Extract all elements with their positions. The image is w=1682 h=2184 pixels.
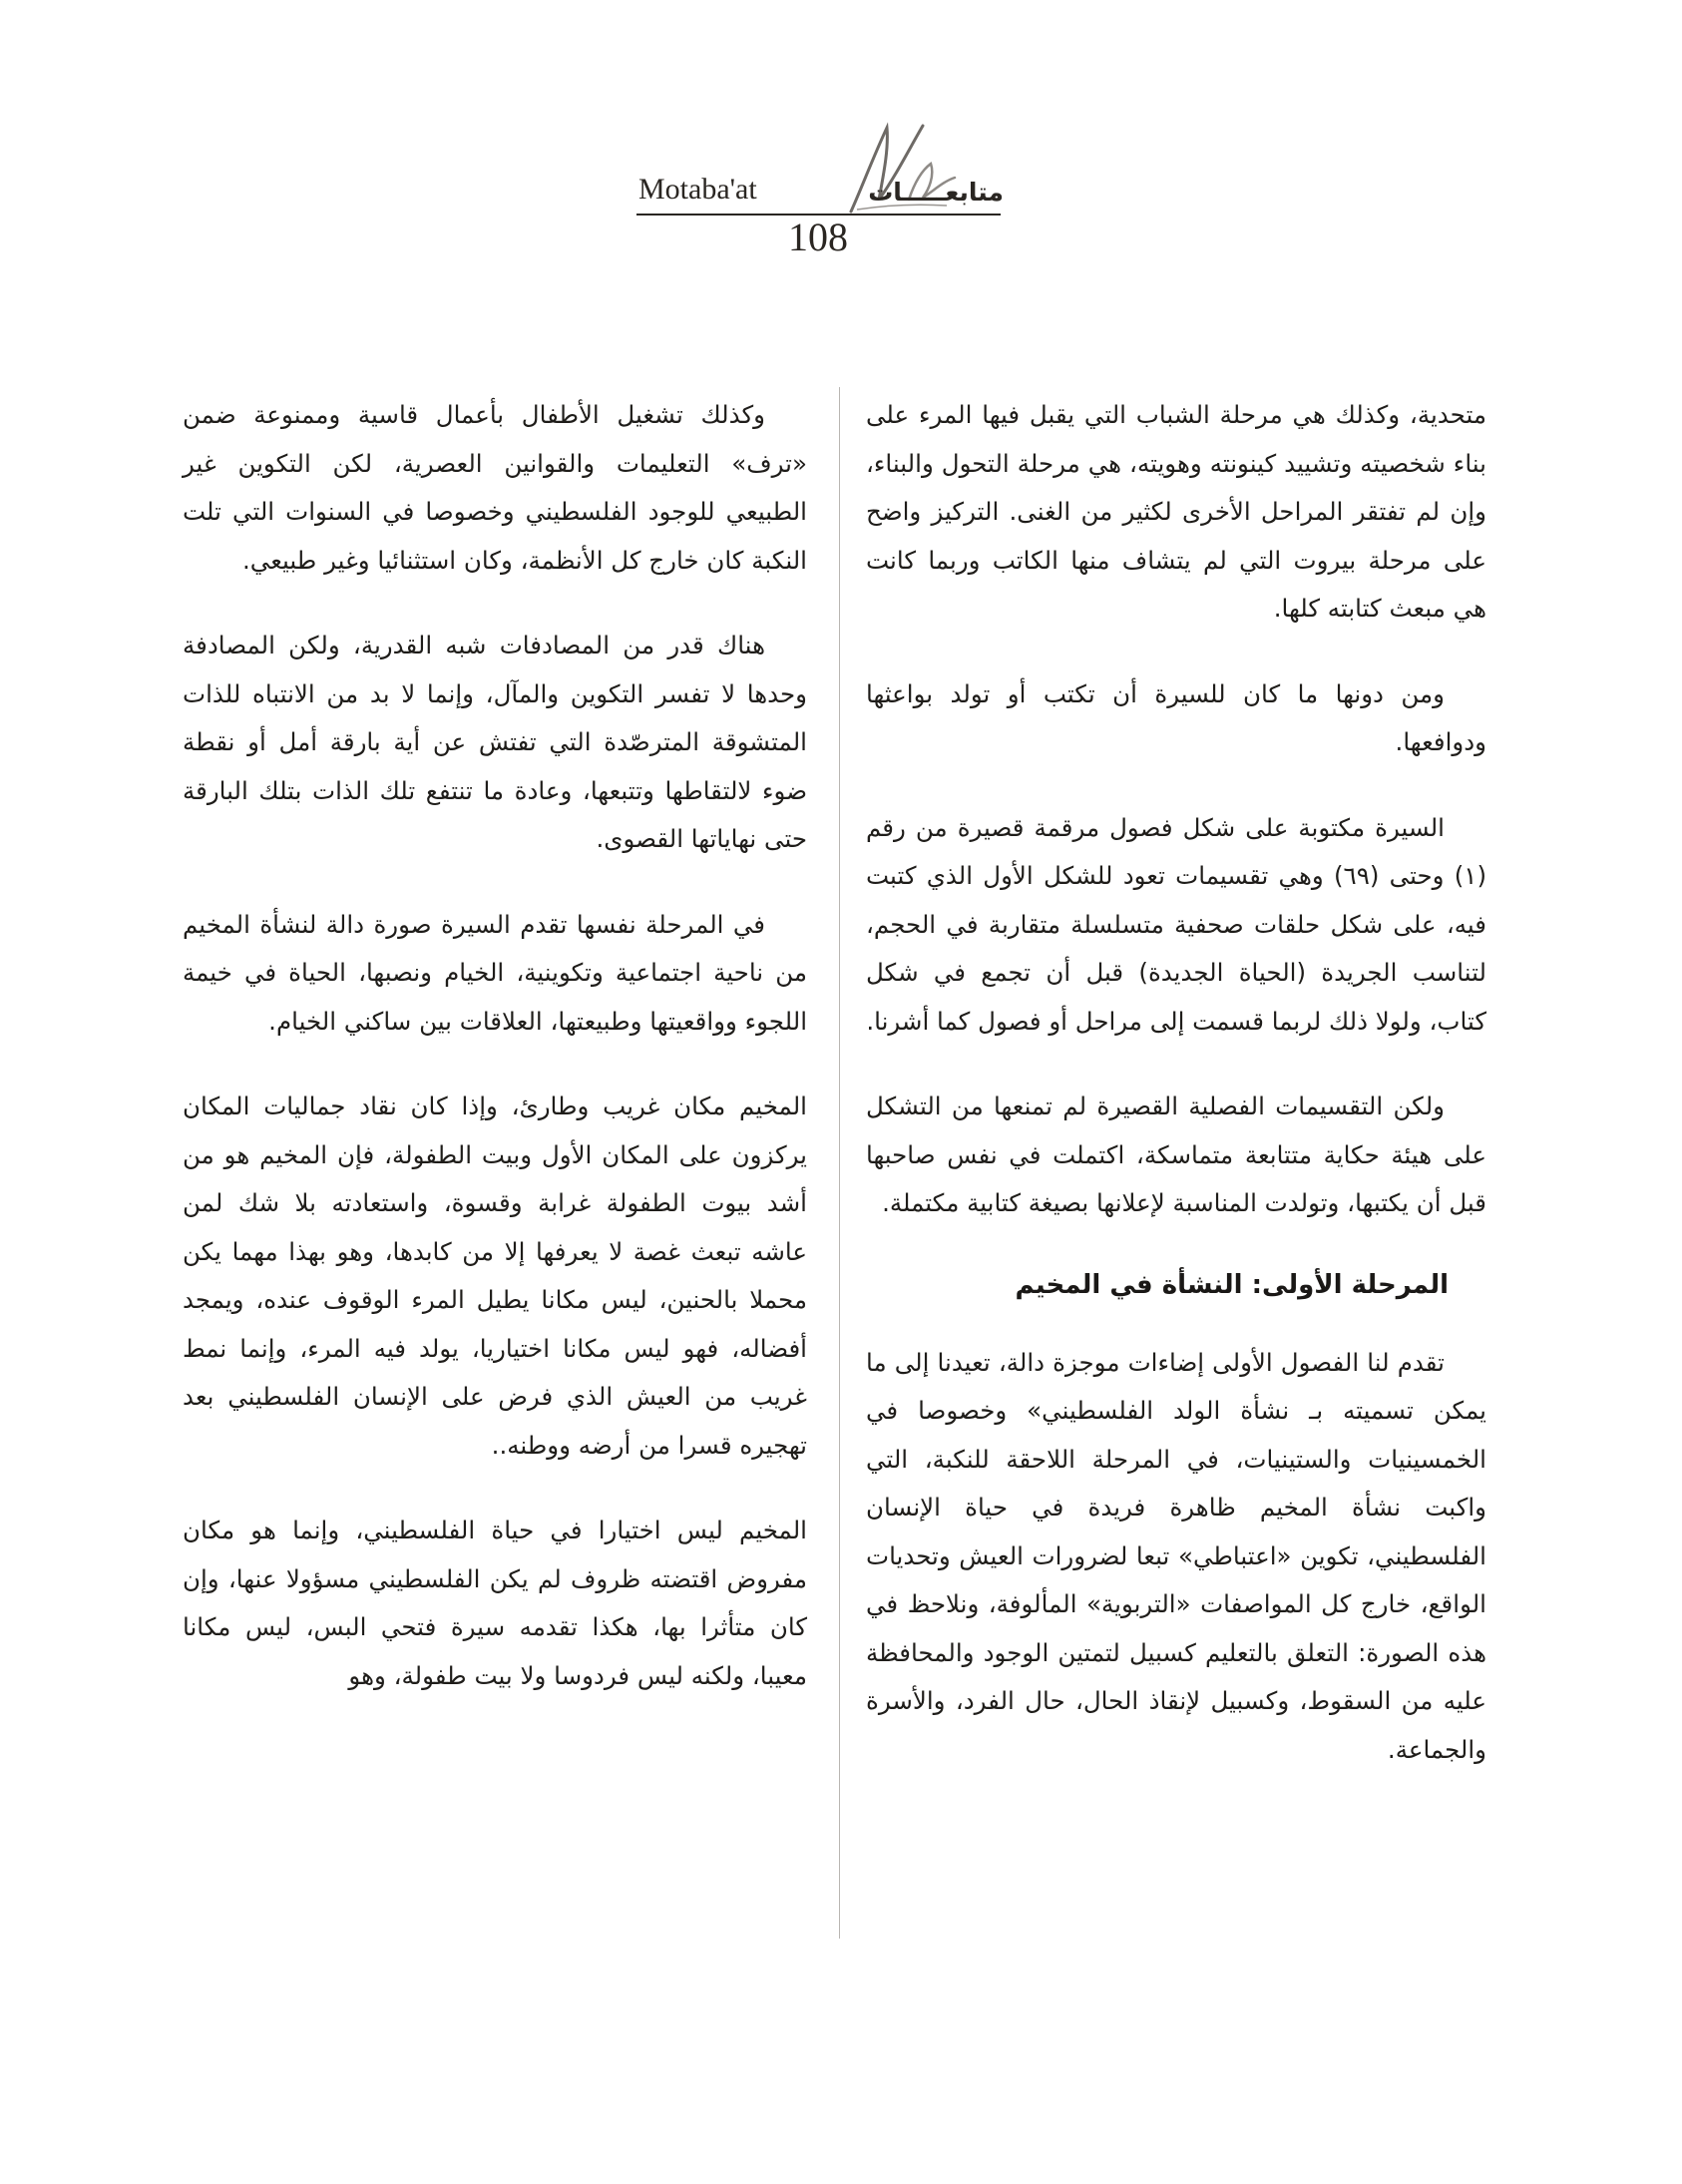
magazine-name-latin: Motaba'at [638, 173, 757, 206]
paragraph: وكذلك تشغيل الأطفال بأعمال قاسية وممنوعة ضمن «ترف» التعليمات والقوانين العصرية، لكن التكوين غير الطبيعي للوجود الفلسطيني وخصوصا في السنوات التي تلت النكبة كان خارج كل الأنظمة، وكان استثنائيا وغير طبيعي. [183, 400, 807, 575]
section-heading: المرحلة الأولى: النشأة في المخيم [1015, 1269, 1449, 1300]
paragraph: المخيم ليس اختيارا في حياة الفلسطيني، وإنما هو مكان مفروض اقتضته ظروف لم يكن الفلسطيني مسؤولا عنها، وإن كان متأثرا بها، هكذا تقدمه سيرة فتحي البس، ليس مكانا معيبا، ولكنه ليس فردوسا ولا بيت طفولة، وهو [183, 1516, 807, 1690]
right-column [866, 391, 1486, 1811]
paragraph: ولكن التقسيمات الفصلية القصيرة لم تمنعها من التشكل على هيئة حكاية متتابعة متماسكة، اكتملت في نفس صاحبها قبل أن يكتبها، وتولدت المناسبة لإعلانها بصيغة كتابية مكتملة. [866, 1092, 1486, 1217]
paragraph: ومن دونها ما كان للسيرة أن تكتب أو تولد بواعثها ودوافعها. [866, 678, 1486, 756]
paragraph: متحدية، وكذلك هي مرحلة الشباب التي يقبل فيها المرء على بناء شخصيته وتشييد كينونته وهويته، هي مرحلة التحول والبناء، وإن لم تفتقر المراحل الأخرى لكثير من الغنى. التركيز واضح على مرحلة بيروت التي لم يتشاف منها الكاتب وربما كانت هي مبعث كتابته كلها. [866, 400, 1486, 623]
column-divider [839, 387, 840, 1939]
page-header [619, 118, 1038, 277]
left-column [183, 391, 807, 1737]
page-number: 108 [788, 215, 848, 259]
magazine-section-arabic: متابعـــــات [868, 178, 1004, 207]
paragraph: في المرحلة نفسها تقدم السيرة صورة دالة لنشأة المخيم من ناحية اجتماعية وتكوينية، الخيام ونصبها، الحياة في خيمة اللجوء وواقعيتها وطبيعتها، العلاقات بين ساكني الخيام. [183, 909, 807, 1036]
paragraph: المخيم مكان غريب وطارئ، وإذا كان نقاد جماليات المكان يركزون على المكان الأول وبيت الطفولة، فإن المخيم هو من أشد بيوت الطفولة غرابة وقسوة، واستعادته بلا شك لمن عاشه تبعث غصة لا يعرفها إلا من كابدها، وهو بهذا مهما يكن محملا بالحنين، ليس مكانا يطيل المرء الوقوف عنده، ويمجد أفضاله، فهو ليس مكانا اختياريا، يولد فيه المرء، وإنما نمط غريب من العيش الذي فرض على الإنسان الفلسطيني بعد تهجيره قسرا من أرضه ووطنه.. [183, 1092, 807, 1460]
paragraph: تقدم لنا الفصول الأولى إضاءات موجزة دالة، تعيدنا إلى ما يمكن تسميته بـ نشأة الولد الفلسطيني» وخصوصا في الخمسينيات والستينيات، في المرحلة اللاحقة للنكبة، التي واكبت نشأة المخيم ظاهرة فريدة في حياة الإنسان الفلسطيني، تكوين «اعتباطي» تبعا لضرورات العيش وتحديات الواقع، خارج كل المواصفات «التربوية» المألوفة، ونلاحظ في هذه الصورة: التعلق بالتعليم كسبيل لتمتين الوجود والمحافظة عليه من السقوط، وكسبيل لإنقاذ الحال، حال الفرد، والأسرة والجماعة. [866, 1347, 1486, 1764]
paragraph: هناك قدر من المصادفات شبه القدرية، ولكن المصادفة وحدها لا تفسر التكوين والمآل، وإنما لا بد من الانتباه للذات المتشوقة المترصّدة التي تفتش عن أية بارقة أمل أو نقطة ضوء لالتقاطها وتتبعها، وعادة ما تنتفع تلك الذات بتلك البارقة حتى نهاياتها القصوى. [183, 631, 807, 853]
paragraph: السيرة مكتوبة على شكل فصول مرقمة قصيرة من رقم (١) وحتى (٦٩) وهي تقسيمات تعود للشكل الأول الذي كتبت فيه، على شكل حلقات صحفية متسلسلة متقاربة في الحجم، لتناسب الجريدة (الحياة الجديدة) قبل أن تجمع في شكل كتاب، ولولا ذلك لربما قسمت إلى مراحل أو فصول كما أشرنا. [866, 812, 1487, 1036]
